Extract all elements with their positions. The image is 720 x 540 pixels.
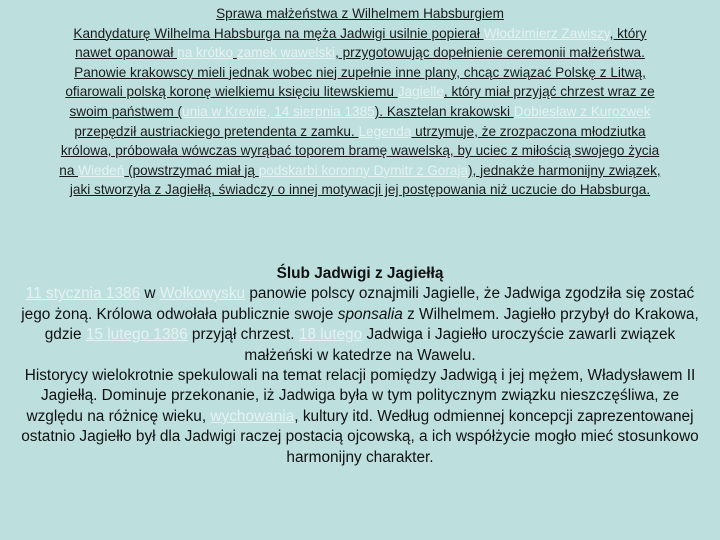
paragraph-text: , przygotowując dopełnienie ceremonii małżeństwa. [335,45,645,61]
link-dobieslaw[interactable]: Dobiesław z Kurozwęk [513,103,651,119]
paragraph-text: , który miał przyjąć chrzest wraz ze swoim państwem ( [69,84,655,119]
link-dymitr-z-goraja[interactable]: podskarbi koronny Dymitr z Goraja [258,162,469,178]
section-title-wedding: Ślub Jadwigi z Jagiełłą [276,265,444,282]
marriage-habsburg-section [58,4,662,200]
paragraph-text: ). Kasztelan krakowski [374,103,514,119]
link-unia-w-krewie[interactable]: unia w Krewie, 14 sierpnia 1385 [182,103,375,119]
paragraph-text: utrzymuje, że zrozpaczona młodziutka królowa, próbowała wówczas wyrąbać toporem bramę wawelską, by uciec z miłością swojego życia na [59,123,660,178]
link-15-lutego-1386[interactable]: 15 lutego 1386 [85,326,188,344]
paragraph-text: przyjął chrzest. [187,326,299,344]
paragraph-text: Historycy wielokrotnie spekulowali na temat relacji pomiędzy Jadwigą i jej mężem, Władysławem II Jagiełłą. Dominuje przekonanie, iż Jadwiga była w tym politycznym związku nieszczęśliwa, ze względu na różnicę wieku, [24,367,696,425]
paragraph-text: ), jednakże harmonijny związek, jaki stworzyła z Jagiełłą, świadczy o innej motywacji jej postępowania niż uczucie do Habsburga. [69,162,661,198]
paragraph-text: , który nawet opanował [75,25,647,61]
wedding-section [14,264,706,468]
sponsalia-term: sponsalia [337,305,403,323]
paragraph-text: (powstrzymać miał ją [124,162,259,178]
section-title-habsburg: Sprawa małżeństwa z Wilhelmem Habsburgiem [216,6,504,21]
paragraph-text: z Wilhelmem. Jagiełło przybył do Krakowa, gdzie [44,305,699,344]
paragraph-text: Jadwiga i Jagiełło uroczyście zawarli związek małżeński w katedrze na Wawelu. [244,326,676,364]
paragraph-text: , kultury itd. Według odmiennej koncepcji zaprezentowanej ostatnio Jagiełło był dla Jadwigi raczej postacią ojcowską, a ich współżycie mogło mieć stosunkowo harmonijny charakter. [21,407,699,466]
link-wlodzimierz[interactable]: Włodzimierz Zawiszy [483,25,610,41]
link-wieden[interactable]: Wiedeń [78,162,125,178]
paragraph-text: panowie polscy oznajmili Jagielle, że Jadwiga zgodziła się zostać jego żoną. Królowa odwołała publicznie swoje [21,285,695,323]
paragraph-text: Panowie krakowscy mieli jednak wobec niej zupełnie inne plany, chcąc związać Polskę z Litwą, ofiarowali polską koronę wielkiemu księciu litewskiemu [65,64,646,100]
paragraph-text: w [140,285,160,303]
link-jagiello[interactable]: Jagielle [397,84,444,100]
link-18-lutego[interactable]: 18 lutego [298,326,363,344]
link-legenda[interactable]: Legenda [358,123,412,139]
link-na-krotko[interactable]: na krótko [177,45,234,61]
link-zamek-wawelski[interactable]: zamek wawelski [236,45,336,61]
paragraph-text: przepędził austriackiego pretendenta z zamku. [74,123,359,139]
paragraph-text: Kandydaturę Wilhelma Habsburga na męża Jadwigi usilnie popierał [73,25,484,41]
link-wychowania[interactable]: wychowania [210,407,295,425]
link-11-stycznia-1386[interactable]: 11 stycznia 1386 [25,285,141,303]
link-wolkowysk[interactable]: Wołkowysku [159,285,246,303]
